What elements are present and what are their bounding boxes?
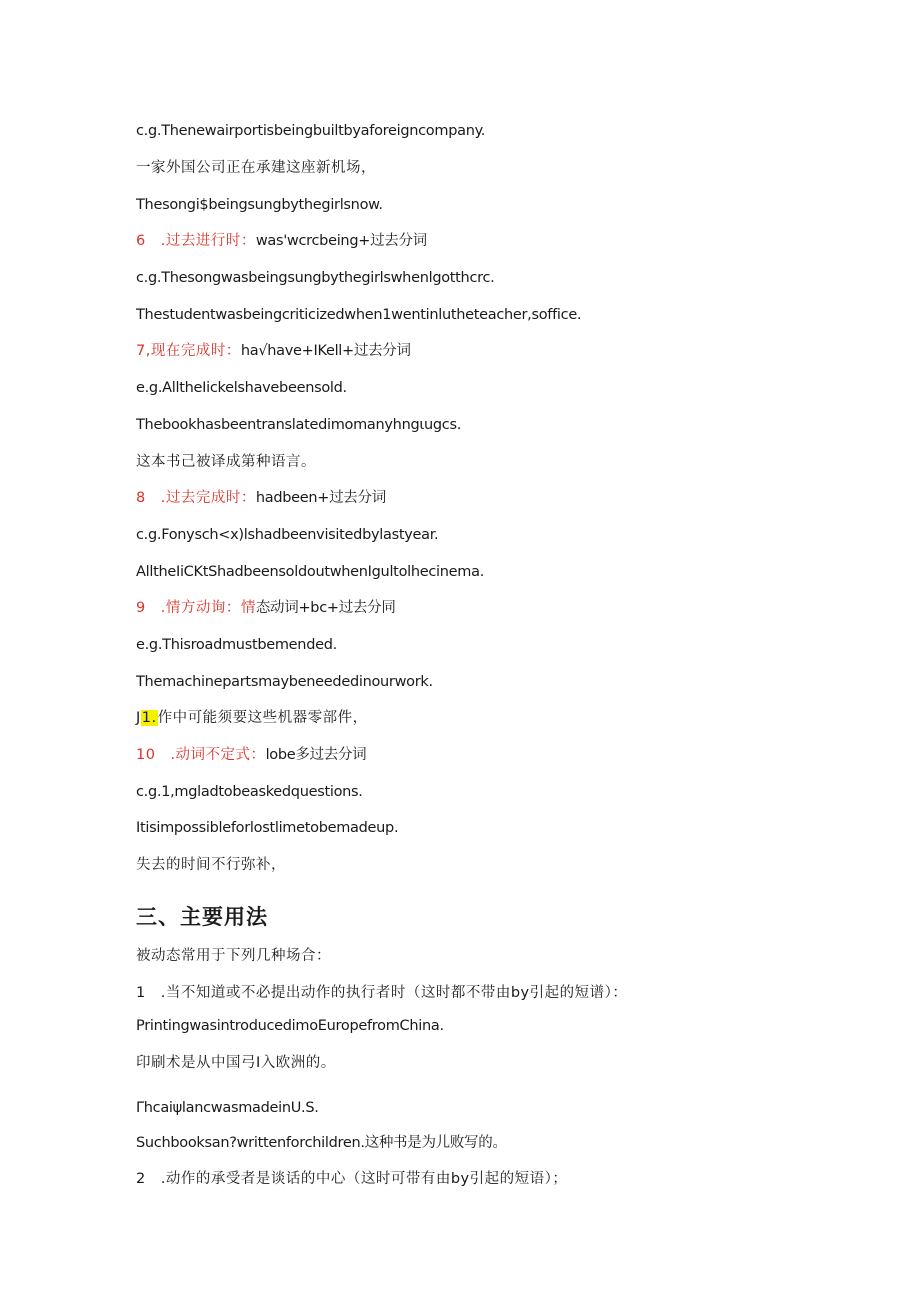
tense-formula: hadbeen+过去分词 [255,490,386,506]
tense-formula: 态动词+bc+过去分同 [255,600,396,616]
translation-line: 印刷术是从中国弓I入欧洲的。 [136,1055,336,1071]
tense-label: 8 .过去完成时： [136,490,256,506]
usage-item-2: 2 .动作的承受者是谈话的中心（这时可带有由by引起的短语）； [136,1171,568,1187]
tense-label: 9 .情方动询：情 [136,600,256,616]
example-line: e.g.Thisroadmustbemended. [136,637,337,653]
translation-line: 这本书己被译成第种语言。 [136,454,316,470]
example-line: Itisimpossibleforlostlimetobemadeup. [136,820,399,836]
example-line: Thesongi$beingsungbythegirlsnow. [136,197,383,213]
tense-formula: lobe多过去分词 [265,747,367,763]
example-line: c.g.1,mgladtobeaskedquestions. [136,784,363,800]
example-line: e.g.AlltheIickelshavebeensold. [136,380,347,396]
text-prefix: J [136,710,141,726]
tense-rule-10 [136,745,366,765]
translation-text: 作中可能须要这些机器零部件， [157,710,368,726]
example-line: Themachinepartsmaybeneededinourwork. [136,674,433,690]
tense-rule-7 [136,341,411,361]
example-line: c.g.Thenewairportisbeingbuiltbyaforeigncompany. [136,123,486,139]
example-line: Suchbooksan?writtenforchildren.这种书是为儿败写的。 [136,1135,507,1151]
example-line: Thestudentwasbeingcriticizedwhen1wentinlutheteacher,soffice. [136,307,582,323]
tense-rule-8 [136,488,386,508]
tense-formula: ha√have+IKell+过去分词 [240,343,411,359]
section-heading: 三、主要用法 [136,905,268,929]
tense-formula: was'wcrcbeing+过去分词 [255,233,427,249]
example-line: c.g.Thesongwasbeingsungbythegirlswhenlgotthcrc. [136,270,495,286]
usage-item-1: 1 .当不知道或不必提出动作的执行者时（这时都不带由by引起的短谱）： [136,985,628,1001]
tense-rule-9 [136,598,396,618]
example-line: PrintingwasintroducedimoEuropefromChina. [136,1018,444,1034]
paragraph-line: 被动态常用于下列几种场合： [136,948,331,964]
translation-line [136,708,368,728]
tense-rule-6 [136,231,427,251]
translation-line: 一家外国公司正在承建这座新机场， [136,160,376,176]
example-line: Thebookhasbeentranslatedimomanyhngιugcs. [136,417,462,433]
tense-label: 10 .动词不定式： [136,747,266,763]
tense-label: 7,现在完成时： [136,343,241,359]
example-line: c.g.Fonysch<x)lshadbeenvisitedbylastyear. [136,527,439,543]
highlight-mark: 1. [141,710,157,726]
tense-label: 6 .过去进行时： [136,233,256,249]
example-line: ΓhcaiψlancwasmadeinU.S. [136,1100,319,1116]
translation-line: 失去的时间不行弥补， [136,857,286,873]
example-line: AlltheIiCKtShadbeensoldoutwhenIgultolhecinema. [136,564,485,580]
